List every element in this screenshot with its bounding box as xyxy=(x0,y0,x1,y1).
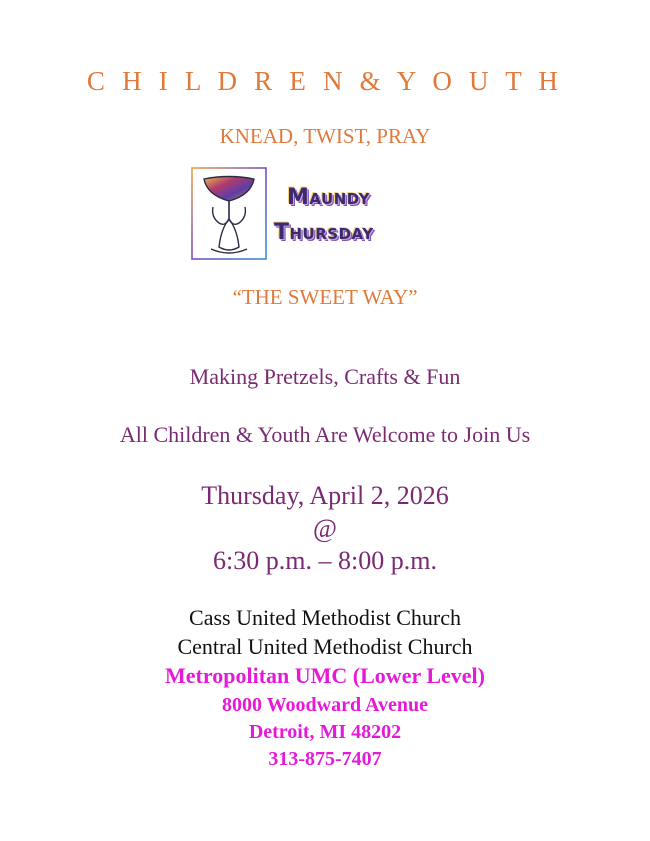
logo-word-maundy: Maundy xyxy=(287,185,370,210)
maundy-thursday-logo xyxy=(191,167,441,261)
street-address: 8000 Woodward Avenue xyxy=(222,694,428,716)
tagline: “THE SWEET WAY” xyxy=(232,285,418,309)
chalice-icon xyxy=(191,167,267,260)
activity-line: Making Pretzels, Crafts & Fun xyxy=(189,364,461,389)
phone-number: 313-875-7407 xyxy=(268,748,382,770)
subheading: KNEAD, TWIST, PRAY xyxy=(219,124,431,148)
event-time: 6:30 p.m. – 8:00 p.m. xyxy=(213,546,437,575)
church-central: Central United Methodist Church xyxy=(177,634,473,659)
heading: C H I L D R E N & Y O U T H xyxy=(86,66,564,96)
church-cass: Cass United Methodist Church xyxy=(189,605,461,630)
logo-word-thursday: Thursday xyxy=(274,220,374,245)
at-symbol: @ xyxy=(313,514,337,543)
host-location: Metropolitan UMC (Lower Level) xyxy=(165,663,485,688)
event-date: Thursday, April 2, 2026 xyxy=(201,481,449,510)
city-state-zip: Detroit, MI 48202 xyxy=(248,721,402,743)
welcome-line: All Children & Youth Are Welcome to Join Us xyxy=(119,422,531,447)
